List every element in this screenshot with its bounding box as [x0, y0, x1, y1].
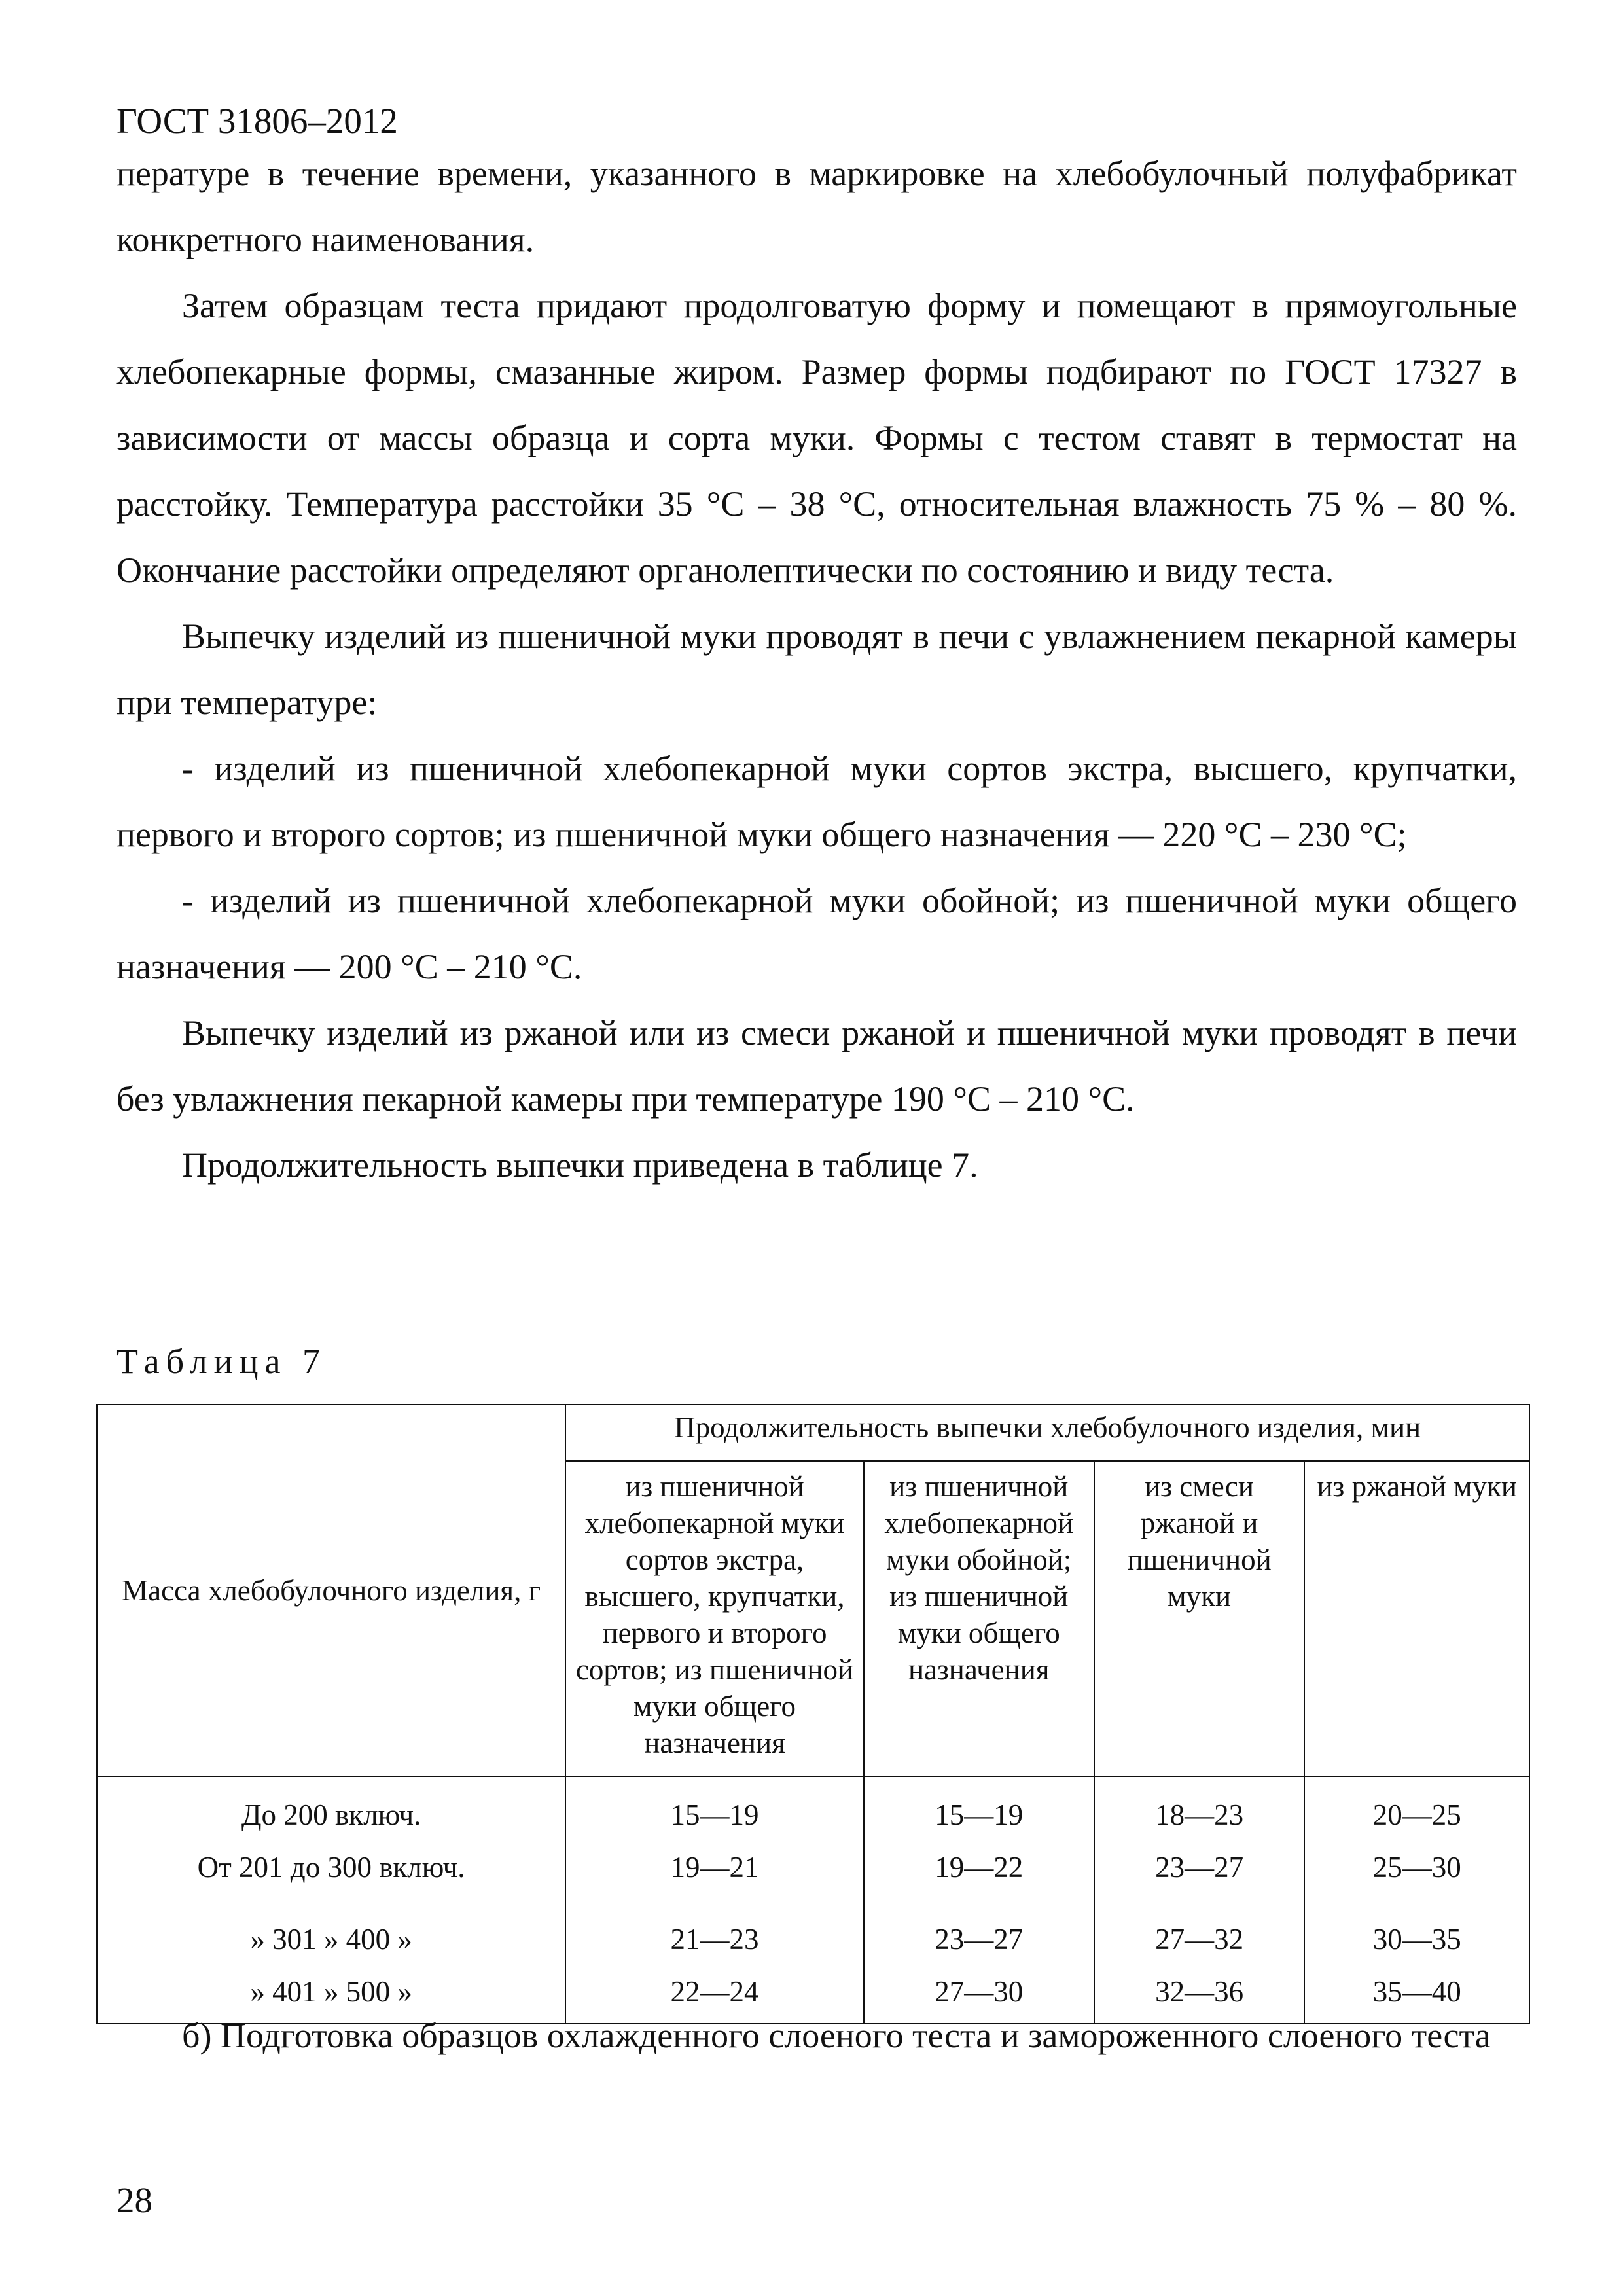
- table-cell: 19—21: [670, 1851, 759, 1884]
- table-cell: 23—27: [1155, 1851, 1244, 1884]
- table-cell: 15—19: [935, 1799, 1024, 1831]
- table-cell: » 401 » 500 »: [250, 1975, 412, 2008]
- table-cell: 21—23: [670, 1923, 759, 1956]
- after-table-text: [116, 2003, 1517, 2069]
- table-cell: 35—40: [1372, 1975, 1461, 2008]
- subheader-rye-wheat-mix: из смеси ржаной и пшеничной муки: [1094, 1461, 1305, 1776]
- table-body: [97, 1776, 1529, 2024]
- paragraph: Выпечку изделий из пшеничной муки проводят в печи с увлажнением пекарной камеры при температуре:: [116, 617, 1517, 722]
- table-cell: 19—22: [935, 1851, 1024, 1884]
- baking-time-table: [96, 1404, 1530, 2024]
- table-cell: » 301 » 400 »: [250, 1923, 412, 1956]
- section-heading: б) Подготовка образцов охлажденного слоеного теста и замороженного слоеного теста: [182, 2016, 1491, 2055]
- subheader-wheat-premium: из пшеничной хлебопекарной муки сортов экстра, высшего, крупчатки, первого и второго сортов; из пшеничной муки общего назначения: [565, 1461, 864, 1776]
- wheat-premium-values: [565, 1776, 864, 2024]
- table-cell: 23—27: [935, 1923, 1024, 1956]
- standard-code: ГОСТ 31806–2012: [116, 101, 398, 141]
- paragraph: Выпечку изделий из ржаной или из смеси ржаной и пшеничной муки проводят в печи без увлажнения пекарной камеры при температуре 190 °С – 210 °С.: [116, 1013, 1517, 1119]
- list-item: - изделий из пшеничной хлебопекарной муки обойной; из пшеничной муки общего назначения — 200 °С – 210 °С.: [116, 881, 1517, 986]
- table-header-row: [97, 1405, 1529, 1461]
- table-cell: 32—36: [1155, 1975, 1244, 2008]
- table-cell: 18—23: [1155, 1799, 1244, 1831]
- rye-values: [1304, 1776, 1529, 2024]
- rye-wheat-mix-values: [1094, 1776, 1305, 2024]
- paragraph: Продолжительность выпечки приведена в таблице 7.: [182, 1145, 978, 1185]
- table-cell: До 200 включ.: [241, 1799, 421, 1831]
- subheader-rye: из ржаной муки: [1304, 1461, 1529, 1776]
- body-text: [116, 141, 1517, 1198]
- table-cell: 27—32: [1155, 1923, 1244, 1956]
- subheader-wheat-wholemeal: из пшеничной хлебопекарной муки обойной; из пшеничной муки общего назначения: [864, 1461, 1094, 1776]
- table-cell: От 201 до 300 включ.: [197, 1851, 465, 1884]
- table-cell: 15—19: [670, 1799, 759, 1831]
- table-cell: 22—24: [670, 1975, 759, 2008]
- wheat-wholemeal-values: [864, 1776, 1094, 2024]
- paragraph: Затем образцам теста придают продолговатую форму и помещают в прямоугольные хлебопекарные формы, смазанные жиром. Размер формы подбирают по ГОСТ 17327 в зависимости от массы образца и сорта муки. Формы с тестом ставят в термостат на расстойку. Температура расстойки 35 °С – 38 °С, относительная влажность 75 % – 80 %. Окончание расстойки определяют органолептически по состоянию и виду теста.: [116, 286, 1517, 590]
- page-number: 28: [116, 2180, 152, 2220]
- mass-column-header: Масса хлебобулочного изделия, г: [97, 1405, 565, 1776]
- table-caption: Таблица 7: [116, 1342, 327, 1381]
- mass-values: [97, 1776, 565, 2024]
- table-cell: 27—30: [935, 1975, 1024, 2008]
- table-cell: 20—25: [1372, 1799, 1461, 1831]
- duration-group-header: Продолжительность выпечки хлебобулочного изделия, мин: [565, 1405, 1529, 1461]
- table-cell: 30—35: [1372, 1923, 1461, 1956]
- table-cell: 25—30: [1372, 1851, 1461, 1884]
- paragraph-continuation: пературе в течение времени, указанного в маркировке на хлебобулочный полуфабрикат конкретного наименования.: [116, 154, 1517, 259]
- list-item: - изделий из пшеничной хлебопекарной муки сортов экстра, высшего, крупчатки, первого и второго сортов; из пшеничной муки общего назначения — 220 °С – 230 °С;: [116, 749, 1517, 854]
